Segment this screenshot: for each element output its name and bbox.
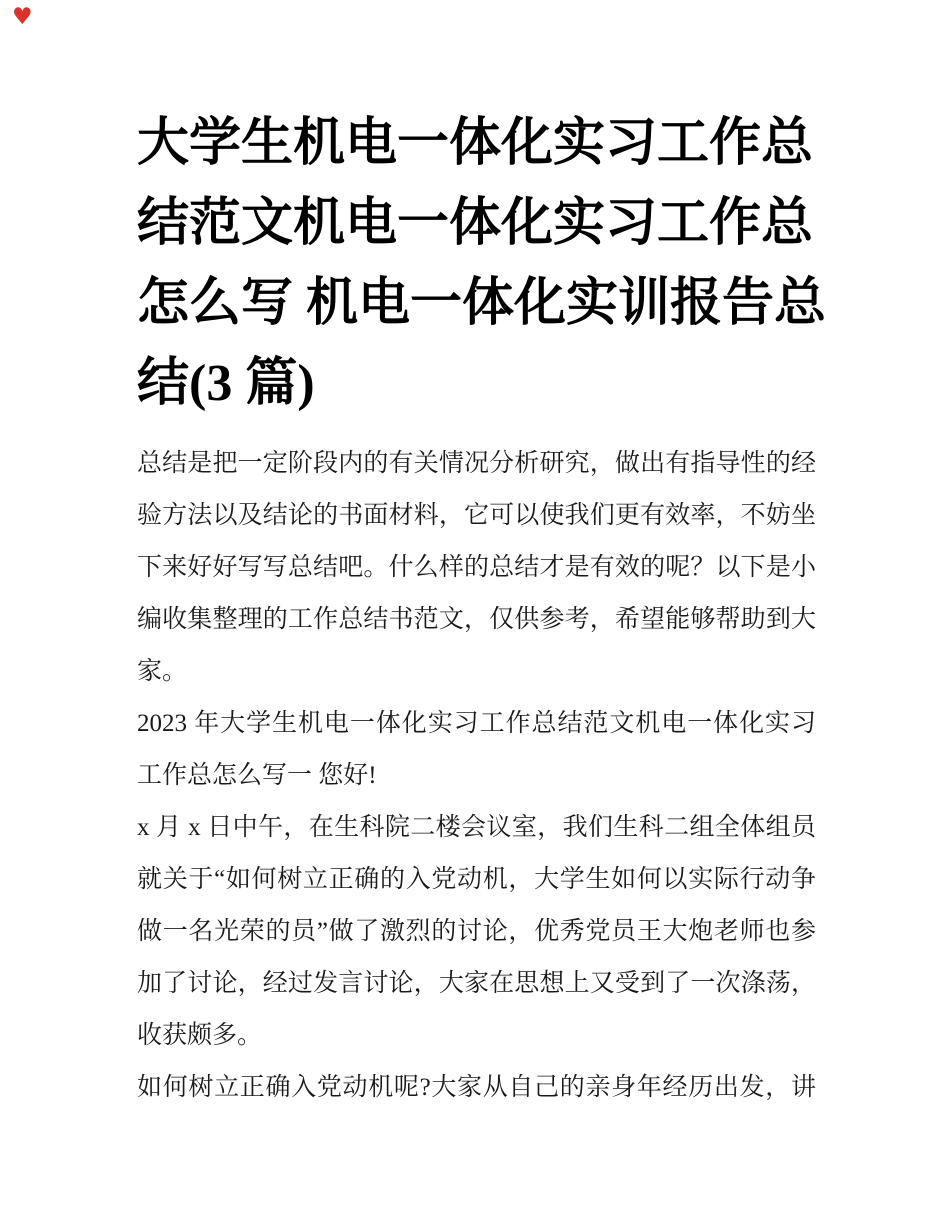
text-line: 做一名光荣的员”做了激烈的讨论，优秀党员王大炮老师也参 (137, 918, 816, 945)
text-line: 下来好好写写总结吧。什么样的总结才是有效的呢？以下是小 (137, 554, 816, 581)
text-line: 2023 年大学生机电一体化实习工作总结范文机电一体化实习 (137, 710, 816, 737)
title-line: 结范文机电一体化实习工作总 (137, 195, 814, 252)
paragraph (137, 438, 816, 698)
text-line: 如何树立正确入党动机呢?大家从自己的亲身年经历出发，讲 (137, 1074, 816, 1101)
red-seal-icon: ♥ (12, 4, 33, 30)
document-title (137, 104, 827, 424)
text-line: x 月 x 日中午，在生科院二楼会议室，我们生科二组全体组员 (137, 814, 816, 841)
title-line: 怎么写 机电一体化实训报告总 (137, 275, 827, 332)
text-line: 加了讨论，经过发言讨论，大家在思想上又受到了一次涤荡， (137, 970, 816, 997)
text-line: 总结是把一定阶段内的有关情况分析研究，做出有指导性的经 (137, 450, 816, 477)
paragraph (137, 698, 816, 802)
title-line: 大学生机电一体化实习工作总 (137, 115, 814, 172)
title-line: 结(3 篇) (137, 355, 315, 412)
paragraph (137, 802, 816, 1062)
text-line: 家。 (137, 658, 188, 685)
document-body (137, 438, 816, 1114)
text-line: 工作总怎么写一 您好! (137, 762, 377, 789)
text-line: 验方法以及结论的书面材料，它可以使我们更有效率，不妨坐 (137, 502, 816, 529)
paragraph (137, 1062, 816, 1114)
text-line: 编收集整理的工作总结书范文，仅供参考，希望能够帮助到大 (137, 606, 816, 633)
text-line: 收获颇多。 (137, 1022, 263, 1049)
text-line: 就关于“如何树立正确的入党动机，大学生如何以实际行动争 (137, 866, 816, 893)
